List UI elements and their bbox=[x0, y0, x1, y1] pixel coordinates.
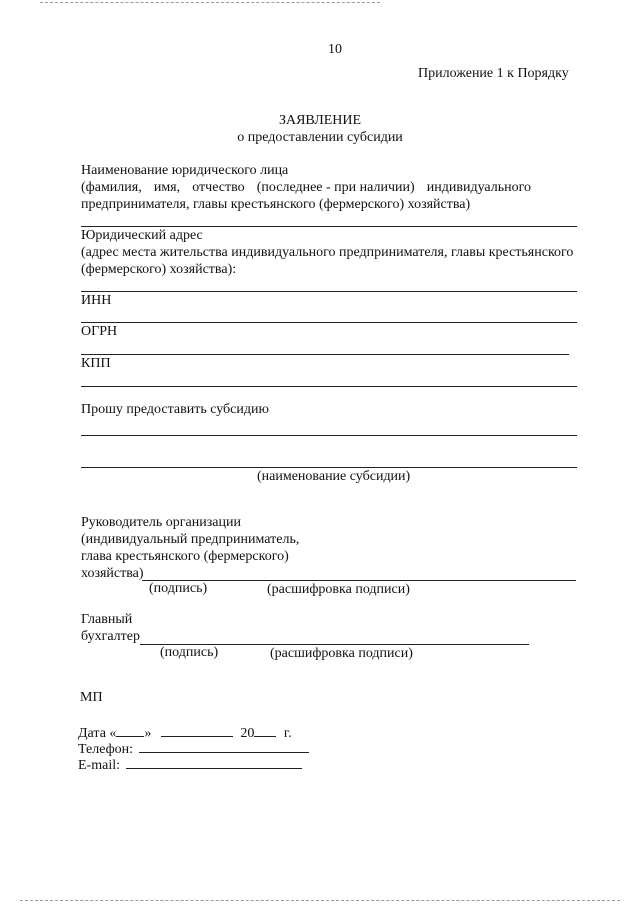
ogrn-field[interactable] bbox=[81, 354, 569, 355]
email-field[interactable] bbox=[126, 755, 302, 769]
kpp-label: КПП bbox=[81, 356, 111, 371]
date-label: Дата « bbox=[78, 726, 117, 741]
scan-artifact-top bbox=[40, 2, 380, 3]
date-year-suffix: г. bbox=[283, 726, 292, 741]
legal-address-hint-line2: (фермерского) хозяйства): bbox=[81, 262, 237, 277]
head-signature-caption: (подпись) bbox=[149, 581, 208, 596]
page-number: 10 bbox=[328, 42, 342, 57]
legal-address-label: Юридический адрес bbox=[81, 228, 203, 243]
accountant-label-line1: Главный bbox=[81, 612, 133, 627]
subsidy-name-field-2[interactable] bbox=[81, 467, 577, 468]
date-century: 20 bbox=[240, 726, 255, 741]
accountant-signature-caption: (подпись) bbox=[160, 645, 219, 660]
kpp-field[interactable] bbox=[81, 386, 577, 387]
accountant-decoding-caption: (расшифровка подписи) bbox=[270, 646, 413, 661]
org-name-label: Наименование юридического лица bbox=[81, 163, 289, 178]
date-year-field[interactable] bbox=[254, 723, 276, 737]
date-day-field[interactable] bbox=[116, 723, 144, 737]
hint-word: (фамилия, bbox=[81, 180, 142, 195]
scan-artifact-bottom bbox=[20, 900, 620, 901]
email-row bbox=[78, 755, 302, 774]
subsidy-name-caption: (наименование субсидии) bbox=[257, 469, 411, 484]
legal-address-field[interactable] bbox=[81, 291, 577, 292]
org-name-hint-line2: предпринимателя, главы крестьянского (фермерского) хозяйства) bbox=[81, 197, 471, 212]
date-close-quote: » bbox=[144, 726, 152, 741]
head-label-line3: глава крестьянского (фермерского) bbox=[81, 549, 289, 564]
ogrn-label: ОГРН bbox=[81, 324, 118, 339]
phone-label: Телефон: bbox=[78, 742, 134, 757]
org-name-field[interactable] bbox=[81, 226, 577, 227]
accountant-label-line2: бухгалтер bbox=[81, 629, 140, 644]
inn-label: ИНН bbox=[81, 293, 112, 308]
head-label-line2: (индивидуальный предприниматель, bbox=[81, 532, 300, 547]
stamp-place: МП bbox=[80, 690, 103, 705]
hint-word: индивидуального bbox=[426, 180, 531, 195]
phone-field[interactable] bbox=[139, 739, 309, 753]
head-decoding-caption: (расшифровка подписи) bbox=[267, 582, 410, 597]
inn-field[interactable] bbox=[81, 322, 577, 323]
legal-address-hint-line1: (адрес места жительства индивидуального предпринимателя, главы крестьянского bbox=[81, 245, 574, 260]
subsidy-request-label: Прошу предоставить субсидию bbox=[81, 402, 269, 417]
email-label: E-mail: bbox=[78, 758, 120, 773]
document-title: ЗАЯВЛЕНИЕ bbox=[278, 113, 362, 128]
hint-word: имя, bbox=[153, 180, 181, 195]
document-subtitle: о предоставлении субсидии bbox=[237, 130, 403, 145]
head-label-line1: Руководитель организации bbox=[81, 515, 241, 530]
hint-word: отчество bbox=[192, 180, 245, 195]
head-label-line4: хозяйства) bbox=[81, 566, 144, 581]
subsidy-name-field-1[interactable] bbox=[81, 435, 577, 436]
appendix-caption: Приложение 1 к Порядку bbox=[418, 66, 569, 81]
hint-word: (последнее - при наличии) bbox=[256, 180, 415, 195]
org-name-hint-line1 bbox=[81, 180, 531, 196]
date-month-field[interactable] bbox=[161, 723, 233, 737]
